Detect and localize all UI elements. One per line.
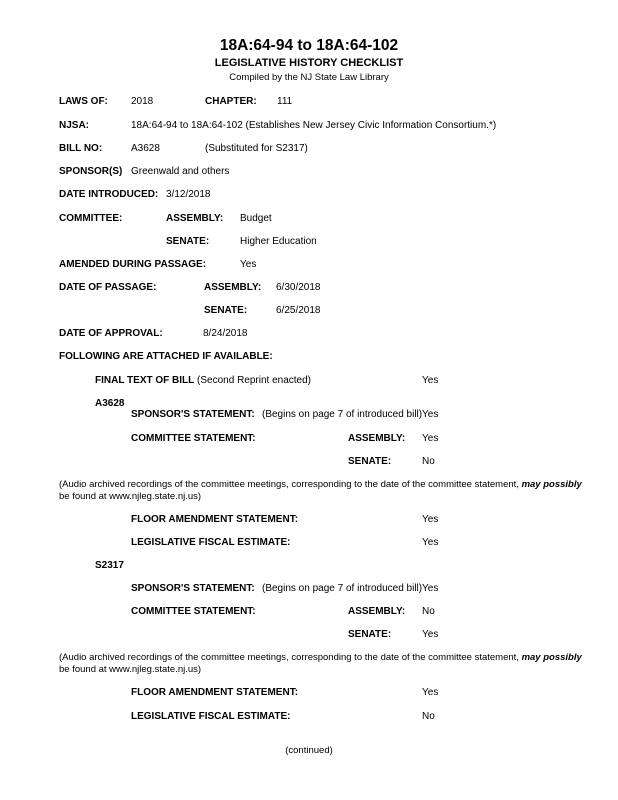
passage-assembly-value: 6/30/2018 [276,282,321,293]
a3628-fiscal-estimate-label: LEGISLATIVE FISCAL ESTIMATE: [131,537,291,548]
s2317-fiscal-estimate-value: No [422,711,435,722]
chapter-label: CHAPTER: [205,96,257,107]
passage-assembly-label: ASSEMBLY: [204,282,262,293]
s2317-committee-assembly-value: No [422,606,435,617]
s2317-fiscal-estimate-label: LEGISLATIVE FISCAL ESTIMATE: [131,711,291,722]
s2317-committee-assembly-label: ASSEMBLY: [348,606,406,617]
laws-of-value: 2018 [131,96,154,107]
a3628-floor-amendment-label: FLOOR AMENDMENT STATEMENT: [131,514,299,525]
a3628-sponsor-statement-label: SPONSOR'S STATEMENT: [131,409,255,420]
a3628-committee-assembly-value: Yes [422,433,439,444]
final-text-row [95,375,311,386]
s2317-committee-senate-label: SENATE: [348,629,392,640]
committee-senate-value: Higher Education [240,236,317,247]
s2317-sponsor-note: (Begins on page 7 of introduced bill) [262,583,423,594]
bill-no-value: A3628 [131,143,160,154]
page-title: 18A:64-94 to 18A:64-102 [219,37,399,54]
njsa-value: 18A:64-94 to 18A:64-102 (Establishes New Jersey Civic Information Consortium.*) [131,120,497,131]
substituted-note: (Substituted for S2317) [205,143,308,154]
final-text-note: (Second Reprint enacted) [197,375,312,386]
laws-of-label: LAWS OF: [59,96,108,107]
a3628-sponsor-statement-value: Yes [422,409,439,420]
s2317-sponsor-statement-label: SPONSOR'S STATEMENT: [131,583,255,594]
passage-senate-value: 6/25/2018 [276,305,321,316]
njsa-label: NJSA: [59,120,90,131]
a3628-floor-amendment-value: Yes [422,514,439,525]
sponsors-value: Greenwald and others [131,166,230,177]
sponsors-label: SPONSOR(S) [59,166,123,177]
a3628-sponsor-note: (Begins on page 7 of introduced bill) [262,409,423,420]
s2317-sponsor-statement-value: Yes [422,583,439,594]
s2317-committee-statement-label: COMMITTEE STATEMENT: [131,606,256,617]
a3628-committee-senate-label: SENATE: [348,456,392,467]
date-introduced-value: 3/12/2018 [166,189,211,200]
committee-assembly-value: Budget [240,213,272,224]
bill-no-label: BILL NO: [59,143,103,154]
s2317-floor-amendment-label: FLOOR AMENDMENT STATEMENT: [131,687,299,698]
date-of-approval-value: 8/24/2018 [203,328,248,339]
compiled-by: Compiled by the NJ State Law Library [229,72,389,83]
a3628-fiscal-estimate-value: Yes [422,537,439,548]
final-text-label: FINAL TEXT OF BILL [95,375,195,386]
chapter-value: 111 [277,96,293,107]
s2317-committee-senate-value: Yes [422,629,439,640]
a3628-committee-senate-value: No [422,456,435,467]
committee-assembly-label: ASSEMBLY: [166,213,224,224]
audio-note-a3628: (Audio archived recordings of the committee meetings, corresponding to the date of the committee statement, may possibly be found at www.njleg.state.nj.us) [59,479,582,502]
amended-value: Yes [240,259,257,270]
final-text-value: Yes [422,375,439,386]
audio-note-s2317: (Audio archived recordings of the committee meetings, corresponding to the date of the committee statement, may possibly be found at www.njleg.state.nj.us) [59,652,582,675]
committee-senate-label: SENATE: [166,236,210,247]
s2317-floor-amendment-value: Yes [422,687,439,698]
date-of-approval-label: DATE OF APPROVAL: [59,328,163,339]
date-introduced-label: DATE INTRODUCED: [59,189,159,200]
following-label: FOLLOWING ARE ATTACHED IF AVAILABLE: [59,351,273,362]
date-of-passage-label: DATE OF PASSAGE: [59,282,157,293]
s2317-heading: S2317 [95,560,124,571]
a3628-heading: A3628 [95,398,125,409]
committee-label: COMMITTEE: [59,213,123,224]
passage-senate-label: SENATE: [204,305,248,316]
continued-note: (continued) [285,745,333,756]
a3628-committee-assembly-label: ASSEMBLY: [348,433,406,444]
amended-label: AMENDED DURING PASSAGE: [59,259,207,270]
a3628-committee-statement-label: COMMITTEE STATEMENT: [131,433,256,444]
page-subtitle: LEGISLATIVE HISTORY CHECKLIST [214,57,404,69]
